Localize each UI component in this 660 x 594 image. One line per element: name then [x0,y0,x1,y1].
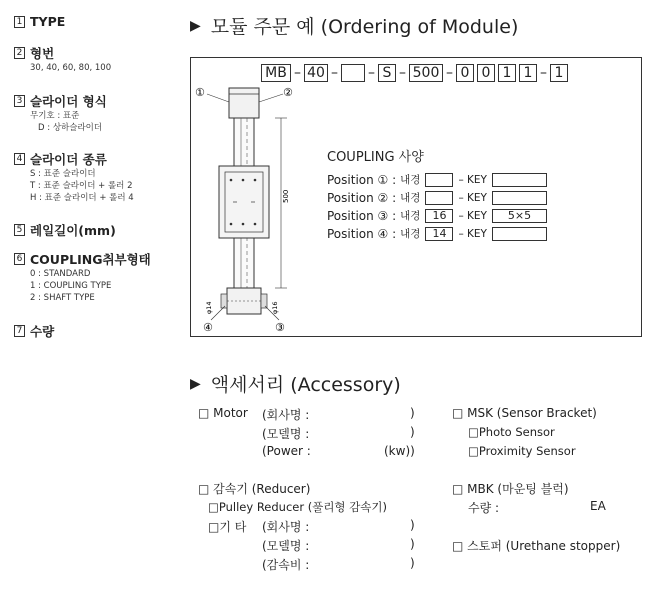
legend-line: 2 : SHAFT TYPE [30,293,95,303]
motor-power-label: (Power : [262,444,311,458]
position-label: Position ④ : [327,226,397,241]
mbk-qty-label: 수량 : [468,501,500,515]
marker-3: ③ [275,321,285,334]
motor-model-close: ) [410,425,415,439]
code-box-quantity: 1 [550,64,568,82]
legend-number: 4 [14,153,25,165]
reducer-model-close: ) [410,537,415,551]
triangle-icon: ▶ [190,375,201,392]
legend-item-slider-kind [14,150,134,204]
position-row-2 [327,190,552,205]
legend-line: 1 : COUPLING TYPE [30,281,112,291]
code-box-coupling: 0 [456,64,474,82]
legend-number: 5 [14,224,25,236]
legend-title: 형번 [30,46,55,61]
mbk-qty-unit: EA [590,499,606,513]
motor-company-close: ) [410,406,415,420]
legend-line: 무기호 : 표준 [30,111,80,121]
key-label: – KEY [458,227,487,240]
dim-left-label: φ14 [205,301,213,314]
position-row-4 [327,226,552,241]
code-box-slider-form [341,64,365,82]
key-value [492,173,547,187]
position-label: Position ③ : [327,208,397,223]
legend-title: 슬라이더 형식 [30,94,107,109]
reducer-other-option: □기 타 [208,520,247,534]
legend-item-slider-form [14,92,107,134]
code-separator: – [540,65,547,81]
key-value [492,191,547,205]
legend-item-coupling-mount [14,250,151,304]
marker-4: ④ [203,321,213,334]
bore-label: 내경 [400,210,421,222]
reducer-pulley-option: □Pulley Reducer (풀리형 감속기) [208,500,388,514]
reducer-ratio-label: (감속비 : [262,558,310,572]
msk-photo-option: □Photo Sensor [468,425,555,439]
accessory-heading-text: 액세서리 (Accessory) [210,374,401,396]
bore-value: 14 [425,227,453,241]
position-label: Position ② : [327,190,397,205]
top-end-block [229,88,259,118]
position-row-1 [327,172,552,187]
bore-label: 내경 [400,192,421,204]
key-label: – KEY [458,173,487,186]
bore-value: 16 [425,209,453,223]
key-value: 5×5 [492,209,547,223]
code-separator: – [446,65,453,81]
legend-item-quantity [14,322,54,340]
code-box-mb: MB [261,64,291,82]
motor-model-label: (모델명 : [262,427,310,441]
legend-title: TYPE [30,14,66,29]
code-box-slider-kind: S [378,64,396,82]
module-drawing [191,58,311,336]
motor-power-unit: (kw)) [384,444,415,458]
legend-item-type [14,14,65,29]
reducer-model-label: (모델명 : [262,539,310,553]
mbk-label: □ MBK (마운팅 블럭) [452,482,569,496]
legend-title: 레일길이(mm) [30,223,116,238]
marker-1: ① [195,86,205,99]
legend-line: 0 : STANDARD [30,269,91,279]
marker-2: ② [283,86,293,99]
reducer-label: □ 감속기 (Reducer) [198,482,311,496]
code-separator: – [294,65,301,81]
msk-label: □ MSK (Sensor Bracket) [452,406,597,420]
reducer-company-close: ) [410,518,415,532]
legend-line: S : 표준 슬라이더 [30,169,96,179]
key-label: – KEY [458,209,487,222]
motor-label: □ Motor [198,406,248,420]
ordering-heading-text: 모듈 주문 예 (Ordering of Module) [210,16,519,38]
legend-number: 2 [14,47,25,59]
coupling-spec-title: COUPLING 사양 [327,150,424,165]
ordering-heading [190,12,518,39]
code-box-coupling: 1 [519,64,537,82]
bore-label: 내경 [400,228,421,240]
legend-line: T : 표준 슬라이더 + 롤러 2 [30,181,133,191]
code-box-coupling: 0 [477,64,495,82]
legend-title: 수량 [30,324,55,339]
position-row-3 [327,208,552,223]
dim-length-label: 500 [282,189,290,203]
slider-block [219,166,269,238]
bore-value [425,173,453,187]
legend-item-rail-length [14,221,116,239]
legend-line: 30, 40, 60, 80, 100 [30,63,112,73]
legend-title: 슬라이더 종류 [30,152,107,167]
legend-line: D : 상하슬라이더 [38,123,103,133]
motor-company-label: (회사명 : [262,408,310,422]
key-label: – KEY [458,191,487,204]
code-separator: – [368,65,375,81]
msk-proximity-option: □Proximity Sensor [468,444,576,458]
dim-right-label: φ16 [271,301,279,314]
legend-number: 1 [14,16,25,28]
accessory-heading [190,370,401,397]
legend-number: 7 [14,325,25,337]
code-separator: – [331,65,338,81]
code-box-coupling: 1 [498,64,516,82]
code-separator: – [399,65,406,81]
key-value [492,227,547,241]
legend-number: 3 [14,95,25,107]
bore-label: 내경 [400,174,421,186]
position-label: Position ① : [327,172,397,187]
stopper-label: □ 스토퍼 (Urethane stopper) [452,539,621,553]
reducer-company-label: (회사명 : [262,520,310,534]
legend-line: H : 표준 슬라이더 + 롤러 4 [30,193,134,203]
triangle-icon: ▶ [190,17,201,34]
legend-number: 6 [14,253,25,265]
reducer-ratio-close: ) [410,556,415,570]
bore-value [425,191,453,205]
legend-title: COUPLING취부형태 [30,252,151,267]
legend-item-model-number [14,44,111,74]
ordering-box [190,57,642,337]
code-box-length: 500 [409,64,443,82]
code-box-size: 40 [304,64,328,82]
